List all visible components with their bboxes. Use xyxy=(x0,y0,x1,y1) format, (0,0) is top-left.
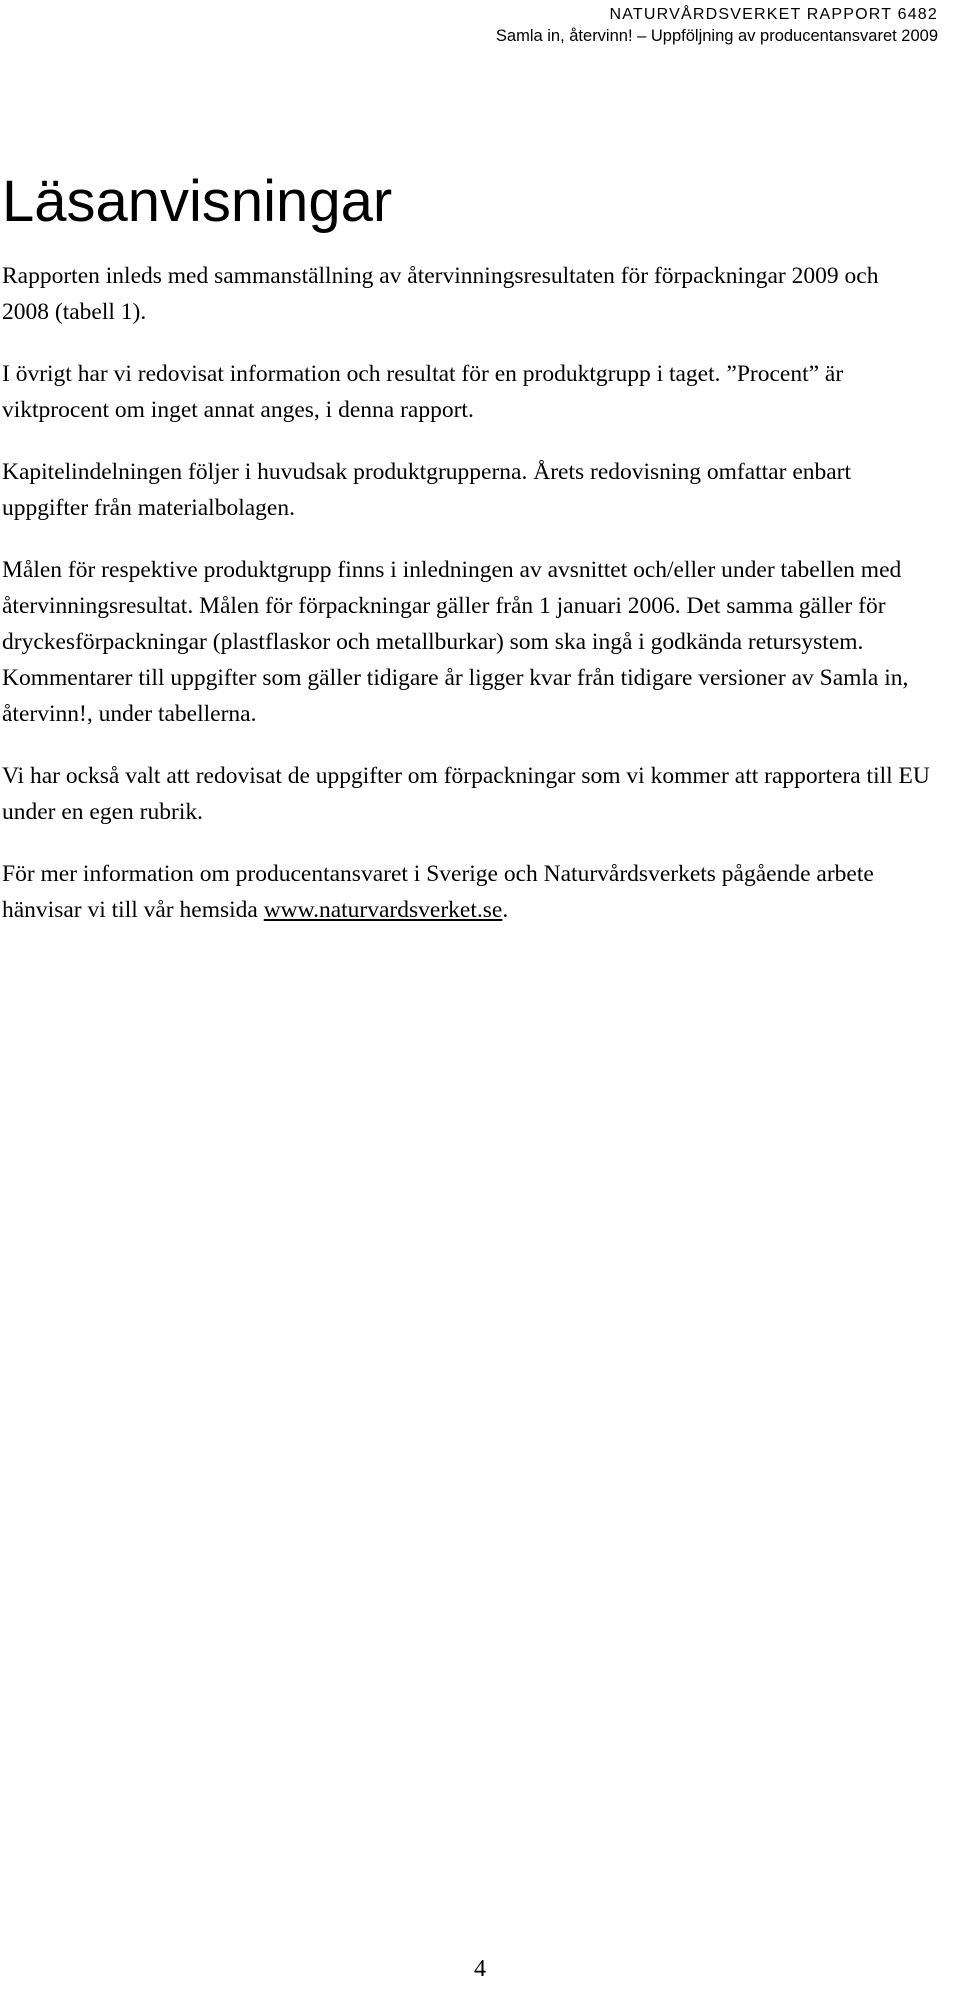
paragraph-goals: Målen för respektive produktgrupp finns i inledningen av avsnittet och/eller under tabellen med återvinningsresultat. Målen för förpackningar gäller från 1 januari 2006. Det samma gäller för dryckesförpackningar (plastflaskor och metallburkar) som ska ingå i godkända retursystem. Kommentarer till uppgifter som gäller tidigare år ligger kvar från tidigare versioner av Samla in, återvinn!, under tabellerna. xyxy=(2,557,909,727)
paragraph-more-info xyxy=(2,856,930,928)
page-title: Läsanvisningar xyxy=(2,169,393,234)
paragraph-intro: Rapporten inleds med sammanställning av återvinningsresultaten för förpackningar 2009 och 2008 (tabell 1). xyxy=(2,263,879,325)
paragraph-product-groups: I övrigt har vi redovisat information och resultat för en produktgrupp i taget. ”Procent” är viktprocent om inget annat anges, i denna rapport. xyxy=(2,361,844,423)
running-header xyxy=(496,4,938,47)
report-number: NATURVÅRDSVERKET RAPPORT 6482 xyxy=(609,6,938,23)
more-info-text: För mer information om producentansvaret i Sverige och Naturvårdsverkets pågående arbete hänvisar vi till vår hemsida xyxy=(2,861,874,923)
report-subtitle: Samla in, återvinn! – Uppföljning av producentansvaret 2009 xyxy=(495,27,938,45)
paragraph-eu-reporting: Vi har också valt att redovisat de uppgifter om förpackningar som vi kommer att rapportera till EU under en egen rubrik. xyxy=(2,763,930,825)
more-info-end: . xyxy=(502,897,509,923)
website-link[interactable]: www.naturvardsverket.se xyxy=(263,897,503,923)
page-number: 4 xyxy=(474,1956,486,1982)
paragraph-chapters: Kapitelindelningen följer i huvudsak produktgrupperna. Årets redovisning omfattar enbart uppgifter från materialbolagen. xyxy=(2,459,852,521)
body-text xyxy=(2,258,930,954)
